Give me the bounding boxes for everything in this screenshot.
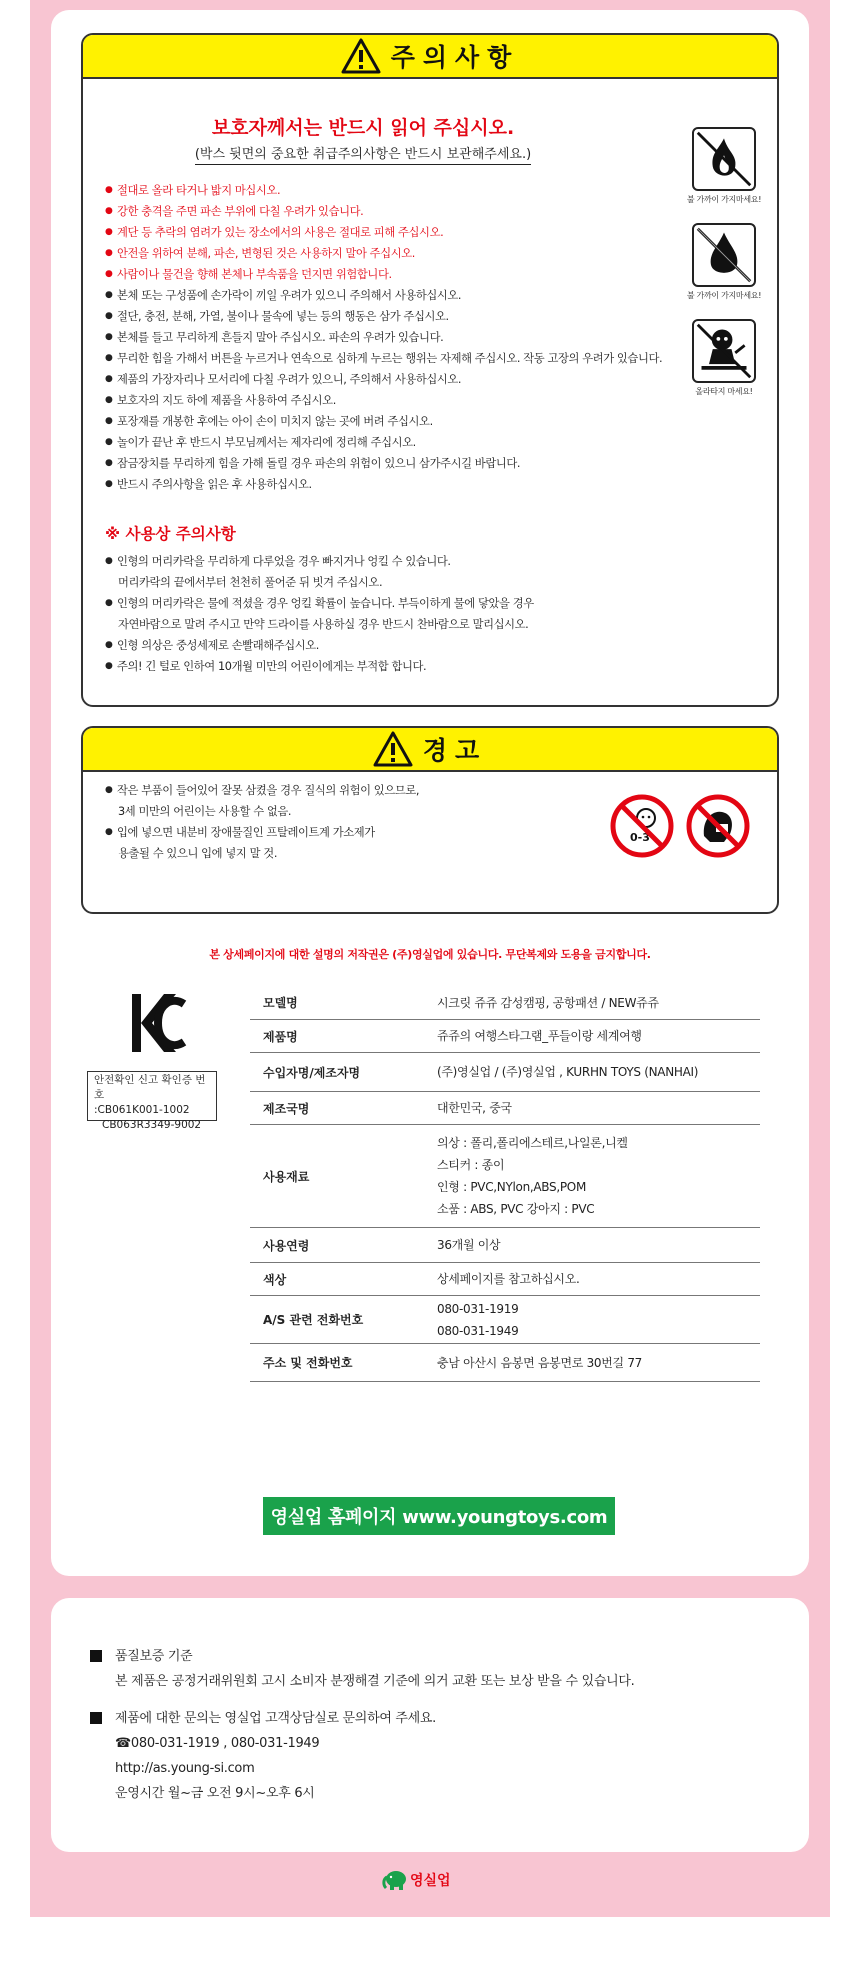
square-bullet-icon [90, 1712, 102, 1724]
list-item: ● 인형의 머리카락을 무리하게 다루었을 경우 빠지거나 엉킬 수 있습니다. [105, 551, 534, 572]
list-item: ● 입에 넣으면 내분비 장애물질인 프탈레이트계 가소제가 [105, 822, 419, 843]
list-item: ● 놀이가 끝난 후 반드시 부모님께서는 제자리에 정리해 주십시오. [105, 432, 662, 453]
spec-value-line: 쥬쥬의 여행스타그램_푸들이랑 세계여행 [437, 1029, 642, 1043]
spec-value [437, 1352, 760, 1374]
kc-mark-icon [128, 990, 188, 1060]
list-item: ● 절대로 올라 타거나 밟지 마십시오. [105, 180, 662, 201]
usage-caution-title: ※ 사용상 주의사항 [105, 525, 236, 543]
spec-value-line: 시크릿 쥬쥬 감성캠핑, 공항패션 / NEW쥬쥬 [437, 995, 659, 1010]
certificate-number: CB063R3349-9002 [102, 1119, 202, 1131]
spec-key: A/S 관련 전화번호 [263, 1313, 364, 1327]
spec-value [437, 1061, 760, 1083]
guardian-subnotice: (박스 뒷면의 중요한 취급주의사항은 반드시 보관해주세요.) [83, 143, 643, 162]
spec-value [437, 1097, 760, 1119]
fire-icon [694, 129, 754, 189]
quality-heading: 품질보증 기준 [115, 1649, 193, 1664]
spec-row [250, 1125, 760, 1228]
pictogram-climb [692, 319, 769, 397]
list-item: ● 작은 부품이 들어있어 잘못 삼켰을 경우 질식의 위험이 있으므로, [105, 780, 419, 801]
caution-list [105, 180, 662, 495]
product-spec-table [250, 986, 760, 1382]
list-item: ● 주의! 긴 털로 인하여 10개월 미만의 어린이에게는 부적합 합니다. [105, 656, 534, 677]
homepage-link-button[interactable]: 영실업 홈페이지 www.youngtoys.com [263, 1497, 615, 1535]
list-item: ● 잠금장치를 무리하게 힘을 가해 돌릴 경우 파손의 위험이 있으니 삼가주시길 바랍니다. [105, 453, 662, 474]
under-three-prohibited-icon [610, 794, 674, 858]
spec-row [250, 1228, 760, 1263]
pictogram-caption: 올라타지 마세요! [695, 387, 753, 396]
certificate-number: :CB061K001-1002 [94, 1104, 190, 1116]
copyright-notice: 본 상세페이지에 대한 설명의 저작권은 (주)영실업에 있습니다. 무단복제와 도용을 금지합니다. [209, 948, 651, 961]
spec-value-line: 의상 : 폴리,폴리에스테르,나일론,니켈 [437, 1136, 628, 1150]
brand-logo [382, 1869, 451, 1891]
spec-value [437, 1298, 760, 1342]
safety-certificate [87, 1071, 217, 1131]
spec-key: 제품명 [263, 1029, 298, 1044]
age-label: 0-3 [630, 831, 650, 844]
warning-title: 경고 [422, 736, 488, 765]
list-item: ● 포장재를 개봉한 후에는 아이 손이 미치지 않는 곳에 버려 주십시오. [105, 411, 662, 432]
spec-value-line: 상세페이지를 참고하십시오. [437, 1272, 580, 1286]
spec-value [437, 1234, 760, 1256]
climbing-child-icon [694, 321, 754, 381]
spec-value-line: 인형 : PVC,NYlon,ABS,POM [437, 1180, 586, 1194]
certificate-title: 안전확인 신고 확인증 번호 [94, 1074, 206, 1101]
spec-row [250, 1020, 760, 1053]
pictogram-oil [686, 223, 769, 301]
pictogram-caption: 불 가까이 가지마세요! [686, 195, 762, 204]
spec-row [250, 1296, 760, 1344]
spec-key: 제조국명 [263, 1101, 310, 1116]
warning-header [83, 728, 777, 772]
spec-key: 수입자명/제조자명 [263, 1065, 361, 1080]
caution-box [81, 33, 779, 707]
spec-value-line: 080-031-1949 [437, 1323, 519, 1338]
contact-hours: 운영시간 월~금 오전 9시~오후 6시 [115, 1786, 315, 1801]
list-item: ● 본체 또는 구성품에 손가락이 끼일 우려가 있으니 주의해서 사용하십시오. [105, 285, 662, 306]
warning-triangle-icon [373, 731, 413, 767]
caution-header [83, 35, 777, 79]
pictogram-fire [686, 127, 769, 205]
contact-url[interactable]: http://as.young-si.com [115, 1761, 255, 1776]
spec-value [437, 1268, 760, 1290]
spec-value [437, 992, 760, 1014]
spec-row [250, 1053, 760, 1092]
spec-value-line: 충남 아산시 음봉면 음봉면로 30번길 77 [437, 1355, 643, 1370]
list-item: ● 보호자의 지도 하에 제품을 사용하여 주십시오. [105, 390, 662, 411]
spec-row [250, 1092, 760, 1125]
warning-box [81, 726, 779, 914]
brand-name: 영실업 [410, 1873, 451, 1889]
spec-row [250, 1344, 760, 1382]
usage-caution-list [105, 551, 534, 677]
list-item: ● 제품의 가장자리나 모서리에 다칠 우려가 있으니, 주의해서 사용하십시오. [105, 369, 662, 390]
no-mouth-icon [686, 794, 750, 858]
spec-value-line: 소품 : ABS, PVC 강아지 : PVC [437, 1202, 595, 1216]
list-item: ● 안전을 위하여 분해, 파손, 변형된 것은 사용하지 말아 주십시오. [105, 243, 662, 264]
list-item: ● 절단, 충전, 분해, 가열, 불이나 물속에 넣는 등의 행동은 삼가 주십시오. [105, 306, 662, 327]
list-item: 3세 미만의 어린이는 사용할 수 없음. [118, 805, 292, 818]
spec-key: 사용재료 [263, 1169, 310, 1184]
quality-text: 본 제품은 공정거래위원회 고시 소비자 분쟁해결 기준에 의거 교환 또는 보상 받을 수 있습니다. [115, 1674, 635, 1689]
list-item: ● 계단 등 추락의 염려가 있는 장소에서의 사용은 절대로 피해 주십시오. [105, 222, 662, 243]
square-bullet-icon [90, 1650, 102, 1662]
oil-drop-icon [694, 225, 754, 285]
list-item: ● 강한 충격을 주면 파손 부위에 다칠 우려가 있습니다. [105, 201, 662, 222]
spec-key: 색상 [263, 1272, 287, 1287]
pictogram-caption: 불 가까이 가지마세요! [686, 291, 762, 300]
list-item: ● 사람이나 물건을 향해 본체나 부속품을 던지면 위험합니다. [105, 264, 662, 285]
warning-list [105, 780, 419, 864]
list-item: 용출될 수 있으니 입에 넣지 말 것. [118, 847, 278, 860]
list-item: ● 반드시 주의사항을 읽은 후 사용하십시오. [105, 474, 662, 495]
spec-row [250, 986, 760, 1020]
contact-heading: 제품에 대한 문의는 영실업 고객상담실로 문의하여 주세요. [115, 1711, 437, 1726]
spec-value-line: 080-031-1919 [437, 1301, 519, 1316]
list-item: ● 인형 의상은 중성세제로 손빨래해주십시오. [105, 635, 534, 656]
list-item: ● 인형의 머리카락은 물에 적셨을 경우 엉킬 확률이 높습니다. 부득이하게 물에 닿았을 경우 [105, 593, 534, 614]
spec-value-line: 36개월 이상 [437, 1238, 501, 1252]
spec-value-line: 스티커 : 종이 [437, 1158, 505, 1172]
list-item: ● 무리한 힘을 가해서 버튼을 누르거나 연속으로 심하게 누르는 행위는 자제해 주십시오. 작동 고장의 우려가 있습니다. [105, 348, 662, 369]
spec-key: 주소 및 전화번호 [263, 1356, 353, 1370]
quality-guarantee [90, 1644, 634, 1694]
spec-value [437, 1132, 760, 1220]
warning-triangle-icon [341, 38, 381, 74]
contact-info [90, 1706, 436, 1806]
contact-phone[interactable]: ☎080-031-1919 , 080-031-1949 [115, 1736, 320, 1751]
spec-value-line: (주)영실업 / (주)영실업 , KURHN TOYS (NANHAI) [437, 1065, 699, 1079]
spec-key: 모델명 [263, 996, 298, 1010]
spec-row [250, 1263, 760, 1296]
caution-title: 주의사항 [390, 43, 520, 72]
list-item: ● 본체를 들고 무리하게 흔들지 말아 주십시오. 파손의 우려가 있습니다. [105, 327, 662, 348]
elephant-icon [382, 1869, 408, 1891]
spec-key: 사용연령 [263, 1238, 310, 1253]
list-item: 머리카락의 끝에서부터 천천히 풀어준 뒤 빗겨 주십시오. [118, 576, 383, 589]
list-item: 자연바람으로 말려 주시고 만약 드라이를 사용하실 경우 반드시 찬바람으로 말리십시오. [118, 618, 529, 631]
guardian-notice: 보호자께서는 반드시 읽어 주십시오. [211, 117, 515, 139]
spec-value [437, 1025, 760, 1047]
spec-value-line: 대한민국, 중국 [437, 1101, 512, 1115]
